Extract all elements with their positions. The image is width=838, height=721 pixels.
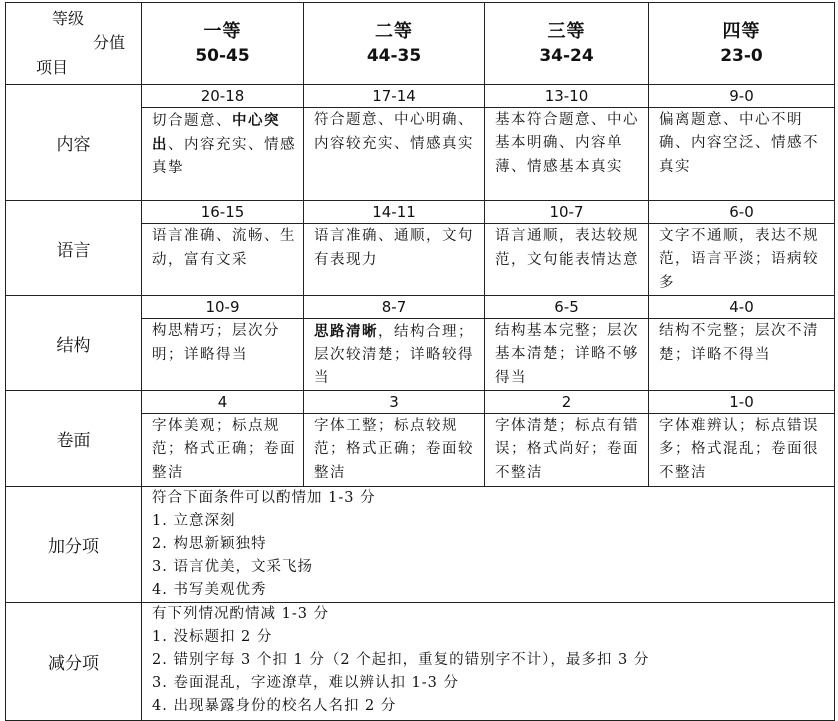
- deduction-line: 4. 出现暴露身份的校名人名扣 2 分: [152, 698, 397, 714]
- row-item-label: 加分项: [6, 487, 142, 603]
- row-item-label: 内容: [6, 85, 142, 201]
- score-range: 4-0: [649, 296, 834, 319]
- criteria-text: 字体工整；标点较规范；格式正确；卷面较整洁: [314, 418, 474, 481]
- deduction-criteria: [142, 603, 835, 721]
- row-bonus: [6, 487, 835, 603]
- bonus-line: 4. 书写美观优秀: [152, 582, 267, 598]
- criteria-text: 符合题意、中心明确、内容较充实、情感真实: [314, 112, 474, 152]
- level-header-1: [142, 3, 304, 85]
- score-range: 17-14: [304, 85, 484, 108]
- rubric-cell: [142, 296, 304, 391]
- score-range: 20-18: [142, 85, 303, 108]
- level-range: 50-45: [195, 45, 250, 66]
- criteria-text: 字体美观；标点规范；格式正确；卷面整洁: [152, 418, 296, 481]
- rubric-cell: [304, 296, 485, 391]
- corner-grade-label: 等级: [52, 9, 85, 28]
- row-language: [6, 201, 835, 296]
- deduction-line: 1. 没标题扣 2 分: [152, 629, 273, 645]
- score-range: 16-15: [142, 201, 303, 224]
- criteria-text: 偏离题意、中心不明确、内容空泛、情感不真实: [659, 112, 819, 175]
- score-range: 3: [304, 391, 484, 414]
- level-header-3: [485, 3, 649, 85]
- rubric-cell: [142, 391, 304, 487]
- bonus-line: 2. 构思新颖独特: [152, 536, 267, 552]
- criteria-text: 切合题意、中心突出、内容充实、情感真挚: [152, 112, 296, 176]
- criteria-text: 基本符合题意、中心基本明确、内容单薄、情感基本真实: [495, 112, 639, 175]
- level-range: 23-0: [720, 45, 763, 66]
- rubric-cell: [485, 296, 649, 391]
- score-range: 10-7: [485, 201, 648, 224]
- criteria-text: 语言通顺，表达较规范，文句能表情达意: [495, 228, 639, 268]
- rubric-cell: [649, 296, 835, 391]
- row-structure: [6, 296, 835, 391]
- deduction-line: 3. 卷面混乱，字迹潦草，难以辨认扣 1-3 分: [152, 675, 460, 691]
- bonus-line: 3. 语言优美，文采飞扬: [152, 559, 313, 575]
- rubric-cell: [304, 85, 485, 201]
- criteria-text: 字体清楚；标点有错误；格式尚好；卷面不整洁: [495, 418, 639, 481]
- header-row: [6, 3, 835, 85]
- bonus-line: 符合下面条件可以酌情加 1-3 分: [152, 490, 376, 506]
- rubric-cell: [304, 201, 485, 296]
- score-range: 1-0: [649, 391, 834, 414]
- corner-header-cell: [6, 3, 142, 85]
- level-header-2: [304, 3, 485, 85]
- rubric-cell: [649, 391, 835, 487]
- bonus-line: 1. 立意深刻: [152, 513, 236, 529]
- score-range: 2: [485, 391, 648, 414]
- rubric-cell: [304, 391, 485, 487]
- criteria-text: 思路清晰，结构合理；层次较清楚；详略较得当: [314, 323, 474, 386]
- bonus-criteria: [142, 487, 835, 603]
- row-item-label: 减分项: [6, 603, 142, 721]
- criteria-text: 语言准确、通顺，文句有表现力: [314, 228, 474, 268]
- scoring-rubric-table: [5, 2, 834, 717]
- level-name: 二等: [375, 20, 413, 42]
- score-range: 13-10: [485, 85, 648, 108]
- score-range: 9-0: [649, 85, 834, 108]
- criteria-text: 结构不完整；层次不清楚；详略不得当: [659, 323, 819, 363]
- score-range: 4: [142, 391, 303, 414]
- score-range: 6-0: [649, 201, 834, 224]
- row-content: [6, 85, 835, 201]
- row-item-label: 语言: [6, 201, 142, 296]
- rubric-cell: [485, 391, 649, 487]
- rubric-cell: [649, 85, 835, 201]
- row-deduction: [6, 603, 835, 721]
- deduction-line: 2. 错别字每 3 个扣 1 分（2 个起扣，重复的错别字不计），最多扣 3 分: [152, 652, 650, 668]
- level-range: 34-24: [539, 45, 594, 66]
- rubric-cell: [649, 201, 835, 296]
- score-range: 8-7: [304, 296, 484, 319]
- score-range: 6-5: [485, 296, 648, 319]
- criteria-text: 字体难辨认；标点错误多；格式混乱；卷面很不整洁: [659, 418, 819, 481]
- criteria-text: 构思精巧；层次分明；详略得当: [152, 323, 280, 363]
- deduction-line: 有下列情况酌情减 1-3 分: [152, 606, 330, 622]
- level-name: 一等: [203, 20, 242, 42]
- row-item-label: 结构: [6, 296, 142, 391]
- criteria-text: 结构基本完整；层次基本清楚；详略不够得当: [495, 323, 639, 386]
- row-item-label: 卷面: [6, 391, 142, 487]
- row-neatness: [6, 391, 835, 487]
- rubric-cell: [142, 201, 304, 296]
- rubric-cell: [142, 85, 304, 201]
- rubric-cell: [485, 85, 649, 201]
- criteria-text: 文字不通顺，表达不规范，语言平淡；语病较多: [659, 228, 819, 291]
- level-range: 44-35: [366, 45, 422, 66]
- corner-item-label: 项目: [36, 58, 69, 77]
- level-name: 四等: [722, 20, 761, 42]
- criteria-text: 语言准确、流畅、生动，富有文采: [152, 228, 296, 268]
- score-range: 10-9: [142, 296, 303, 319]
- rubric-cell: [485, 201, 649, 296]
- corner-score-label: 分值: [93, 33, 126, 52]
- level-header-4: [649, 3, 835, 85]
- level-name: 三等: [547, 20, 586, 42]
- score-range: 14-11: [304, 201, 484, 224]
